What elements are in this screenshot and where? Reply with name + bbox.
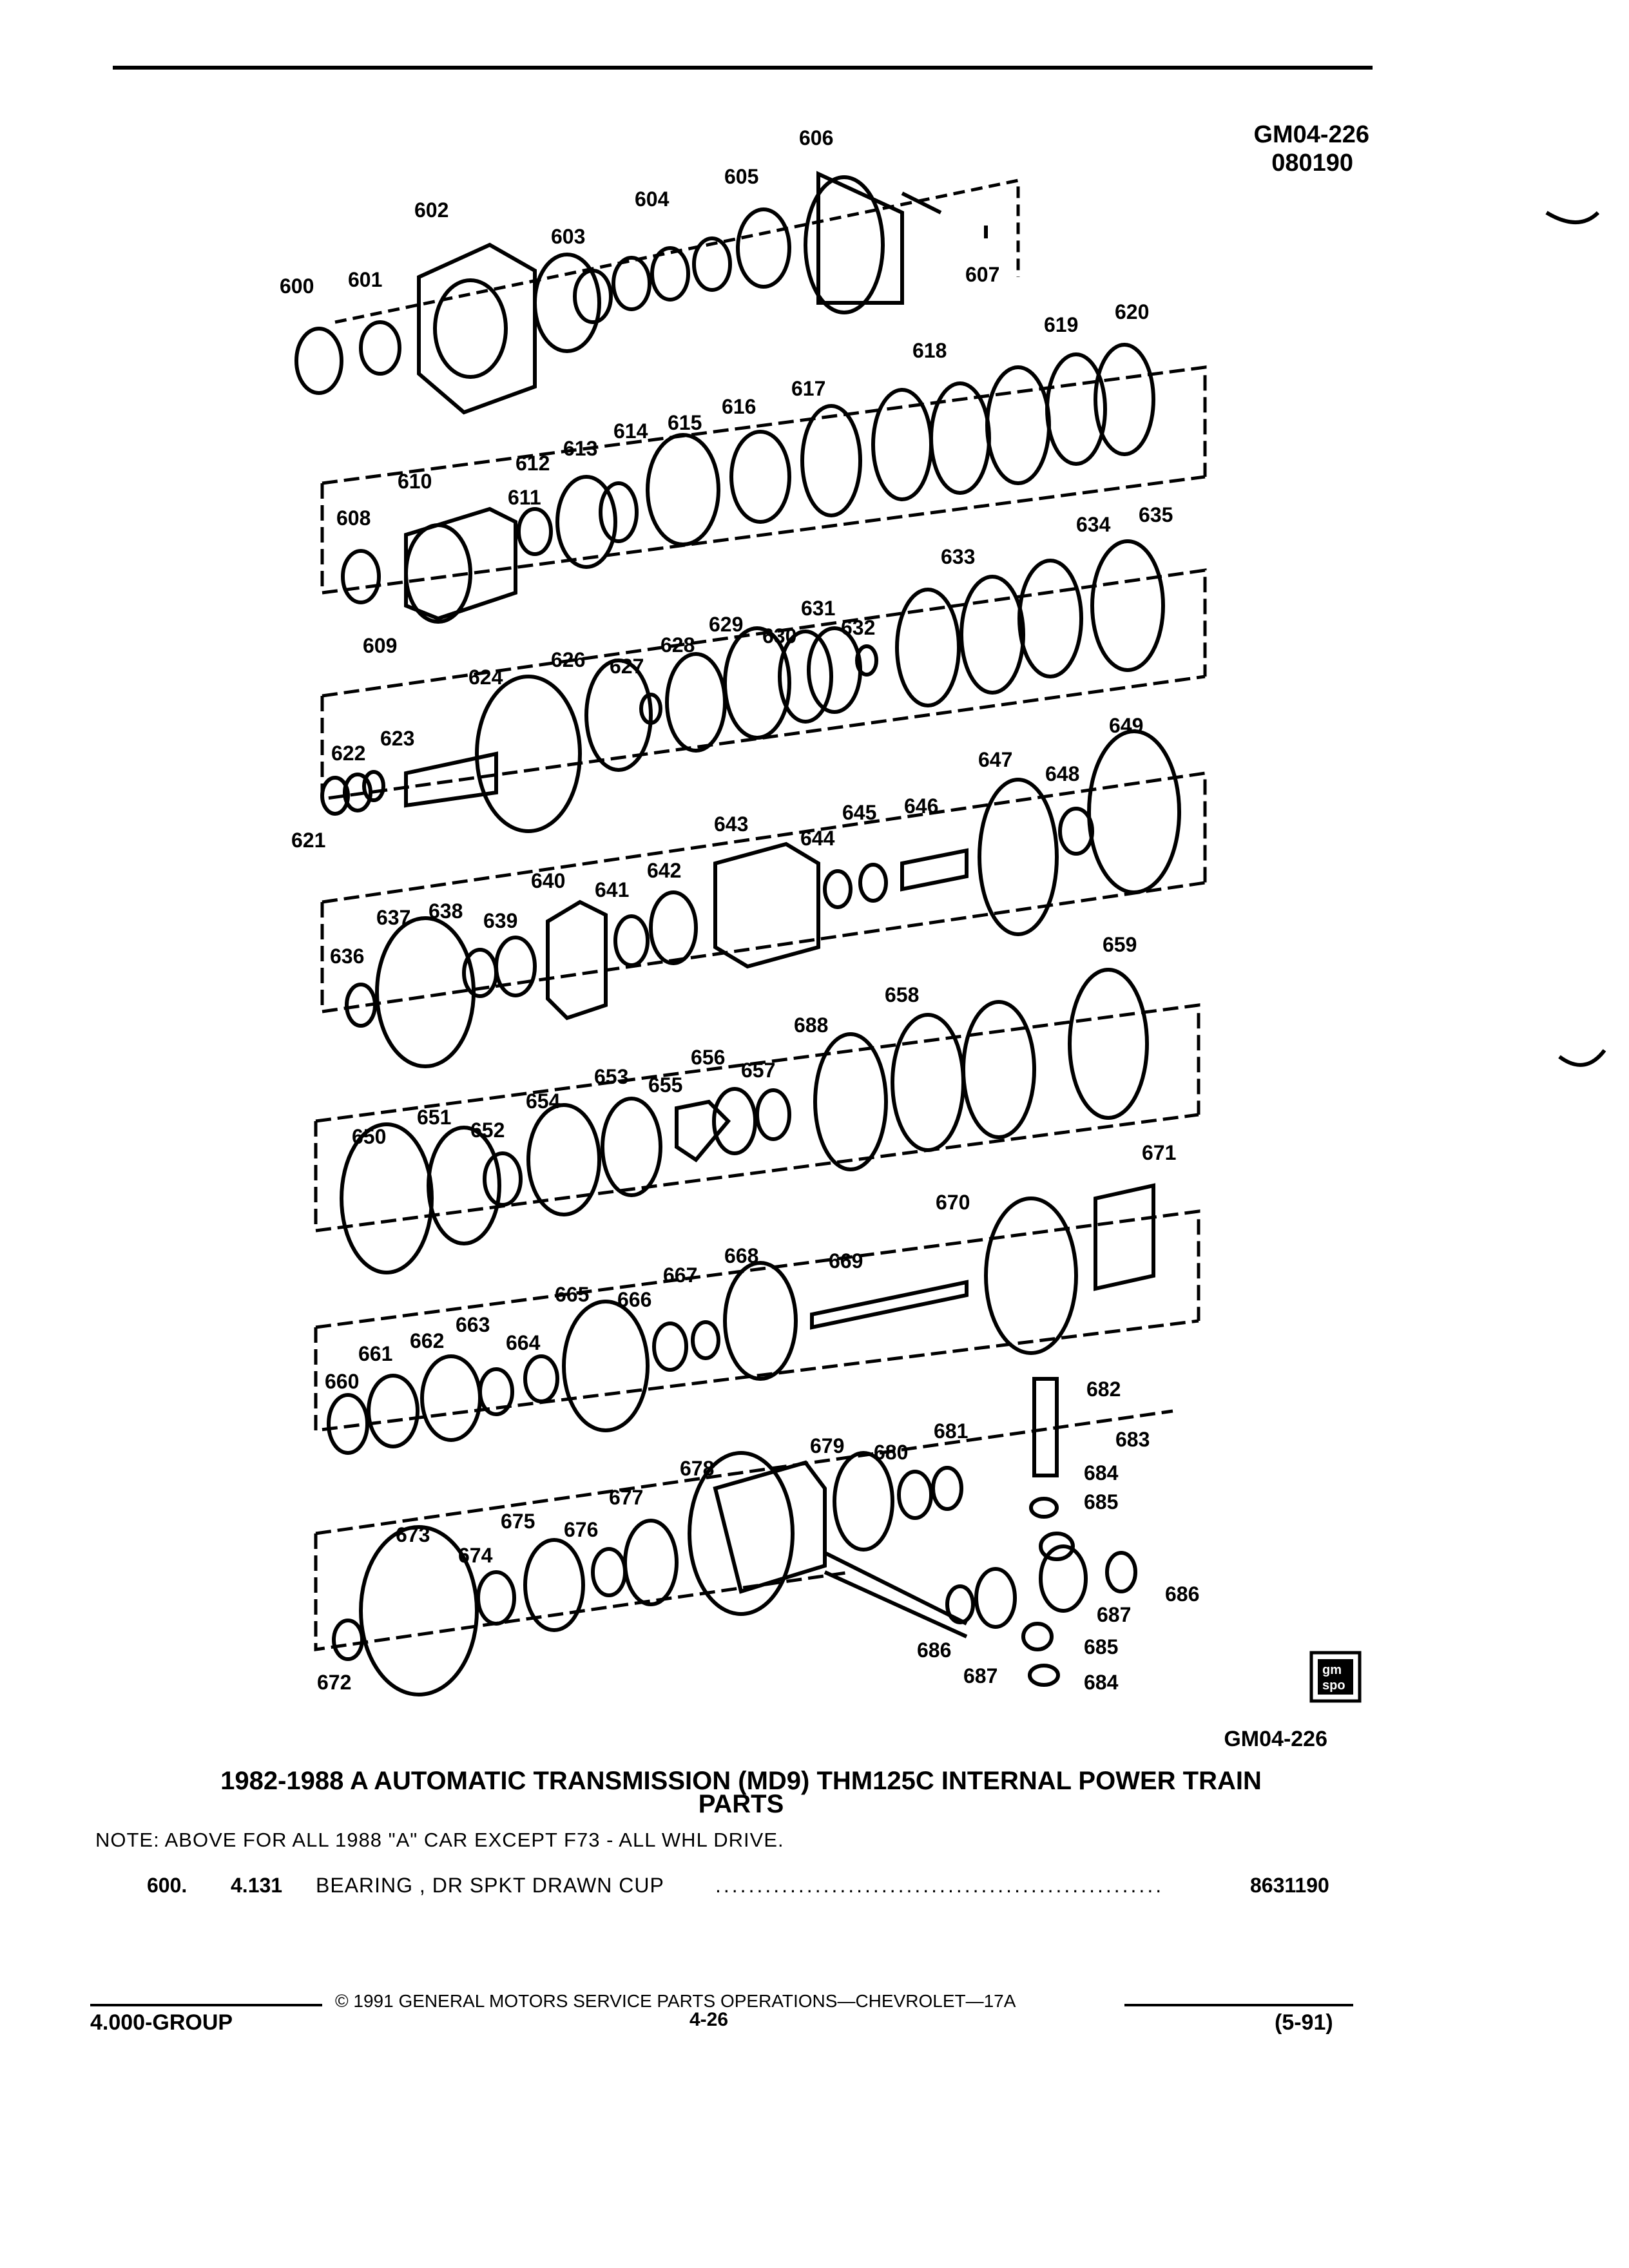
callout-669: 669	[829, 1249, 863, 1273]
callout-660: 660	[325, 1370, 360, 1393]
callout-603: 603	[551, 225, 586, 248]
callout-668: 668	[724, 1244, 759, 1267]
callout-601: 601	[348, 268, 383, 291]
callout-609: 609	[363, 634, 398, 657]
callout-686: 686	[1165, 1582, 1200, 1606]
callout-640: 640	[531, 869, 566, 892]
callout-646: 646	[904, 794, 939, 818]
callout-654: 654	[526, 1090, 561, 1113]
entry-ref: 4.131	[231, 1874, 283, 1897]
callout-679: 679	[810, 1434, 845, 1457]
callout-685: 685	[1084, 1635, 1119, 1658]
copyright-text: © 1991 GENERAL MOTORS SERVICE PARTS OPERATIONS—CHEVROLET—17A	[335, 1991, 1016, 2011]
svg-text:spo: spo	[1322, 1678, 1345, 1693]
callout-610: 610	[398, 470, 432, 493]
callout-608: 608	[336, 506, 371, 530]
callout-670: 670	[936, 1191, 970, 1214]
callout-613: 613	[563, 437, 598, 460]
callout-630: 630	[762, 624, 797, 648]
callout-678: 678	[680, 1457, 715, 1480]
callout-649: 649	[1109, 714, 1144, 737]
callout-682: 682	[1086, 1378, 1121, 1401]
callout-617: 617	[791, 377, 826, 400]
callout-619: 619	[1044, 313, 1079, 336]
callout-600: 600	[280, 274, 314, 298]
callout-665: 665	[555, 1283, 590, 1306]
callout-659: 659	[1103, 933, 1137, 956]
callout-662: 662	[410, 1329, 445, 1352]
callout-667: 667	[663, 1264, 698, 1287]
callout-658: 658	[885, 983, 920, 1006]
callout-675: 675	[501, 1510, 535, 1533]
callout-664: 664	[506, 1331, 541, 1354]
callout-623: 623	[380, 727, 415, 750]
entry-part-number: 8631190	[1250, 1874, 1329, 1897]
callout-627: 627	[610, 655, 644, 678]
callout-618: 618	[912, 339, 947, 362]
callout-645: 645	[842, 801, 877, 824]
callout-661: 661	[358, 1342, 393, 1365]
callout-651: 651	[417, 1106, 452, 1129]
gm-spo-badge	[1311, 1653, 1360, 1701]
parts-entry-row	[0, 1874, 1629, 1899]
footer-rule-left	[90, 2004, 322, 2006]
revision-date: (5-91)	[1275, 2010, 1333, 2035]
callout-676: 676	[564, 1518, 599, 1541]
callout-663: 663	[456, 1313, 490, 1336]
note-text: NOTE: ABOVE FOR ALL 1988 "A" CAR EXCEPT F73 - ALL WHL DRIVE.	[95, 1829, 784, 1851]
callout-637: 637	[376, 906, 411, 929]
callout-602: 602	[414, 198, 449, 222]
callout-621: 621	[291, 829, 326, 852]
callout-638: 638	[429, 899, 463, 923]
callout-633: 633	[941, 545, 976, 568]
callout-626: 626	[551, 648, 586, 671]
callout-671: 671	[1142, 1141, 1177, 1164]
entry-desc: BEARING , DR SPKT DRAWN CUP	[316, 1874, 664, 1897]
callout-687: 687	[1097, 1603, 1132, 1626]
callout-684: 684	[1084, 1671, 1119, 1694]
callout-624: 624	[468, 666, 503, 689]
entry-leader: ......................................................	[715, 1874, 1164, 1897]
page-title-line2: PARTS	[698, 1790, 784, 1818]
callout-636: 636	[330, 945, 365, 968]
callout-684: 684	[1084, 1461, 1119, 1485]
page-number: 4-26	[689, 2009, 729, 2030]
callout-666: 666	[617, 1288, 652, 1311]
callout-631: 631	[801, 597, 836, 620]
callout-686: 686	[917, 1639, 952, 1662]
callout-614: 614	[613, 419, 648, 443]
callout-605: 605	[724, 165, 759, 188]
callout-639: 639	[483, 909, 518, 932]
callout-687: 687	[963, 1664, 998, 1687]
callout-674: 674	[458, 1544, 493, 1567]
callout-643: 643	[714, 812, 749, 836]
callout-628: 628	[660, 633, 695, 657]
callout-634: 634	[1076, 513, 1111, 536]
callout-622: 622	[331, 742, 366, 765]
callout-644: 644	[800, 827, 835, 850]
callout-677: 677	[609, 1486, 644, 1509]
entry-item: 600.	[147, 1874, 188, 1897]
callout-653: 653	[594, 1065, 629, 1088]
callout-641: 641	[595, 878, 630, 901]
callout-616: 616	[722, 395, 757, 418]
callout-615: 615	[668, 411, 702, 434]
callout-656: 656	[691, 1046, 726, 1069]
callout-672: 672	[317, 1671, 352, 1694]
page-title: 1982-1988 A AUTOMATIC TRANSMISSION (MD9) THM125C INTERNAL POWER TRAIN	[220, 1767, 1262, 1795]
callout-683: 683	[1115, 1428, 1150, 1451]
callout-647: 647	[978, 748, 1013, 771]
figure-code-top: GM04-226	[1253, 121, 1369, 148]
callout-620: 620	[1115, 300, 1150, 323]
callout-657: 657	[741, 1059, 776, 1082]
callout-648: 648	[1045, 762, 1080, 785]
callout-607: 607	[965, 263, 1000, 286]
svg-text:gm: gm	[1322, 1663, 1342, 1677]
callout-652: 652	[470, 1119, 505, 1142]
callout-635: 635	[1139, 503, 1173, 526]
callout-606: 606	[799, 126, 834, 149]
group-label: 4.000-GROUP	[90, 2010, 233, 2035]
footer-rule-right	[1124, 2004, 1353, 2006]
callout-688: 688	[794, 1014, 829, 1037]
callout-685: 685	[1084, 1490, 1119, 1514]
callout-629: 629	[709, 613, 744, 636]
callout-632: 632	[841, 616, 876, 639]
callout-604: 604	[635, 187, 670, 211]
figure-code-bottom: GM04-226	[1224, 1727, 1327, 1751]
date-code: 080190	[1271, 149, 1353, 177]
callout-673: 673	[396, 1523, 430, 1546]
callout-650: 650	[352, 1125, 387, 1148]
callout-611: 611	[508, 486, 541, 509]
callout-681: 681	[934, 1419, 969, 1443]
callout-680: 680	[874, 1441, 909, 1464]
callout-612: 612	[516, 452, 550, 475]
callout-642: 642	[647, 859, 682, 882]
callout-655: 655	[648, 1073, 683, 1097]
